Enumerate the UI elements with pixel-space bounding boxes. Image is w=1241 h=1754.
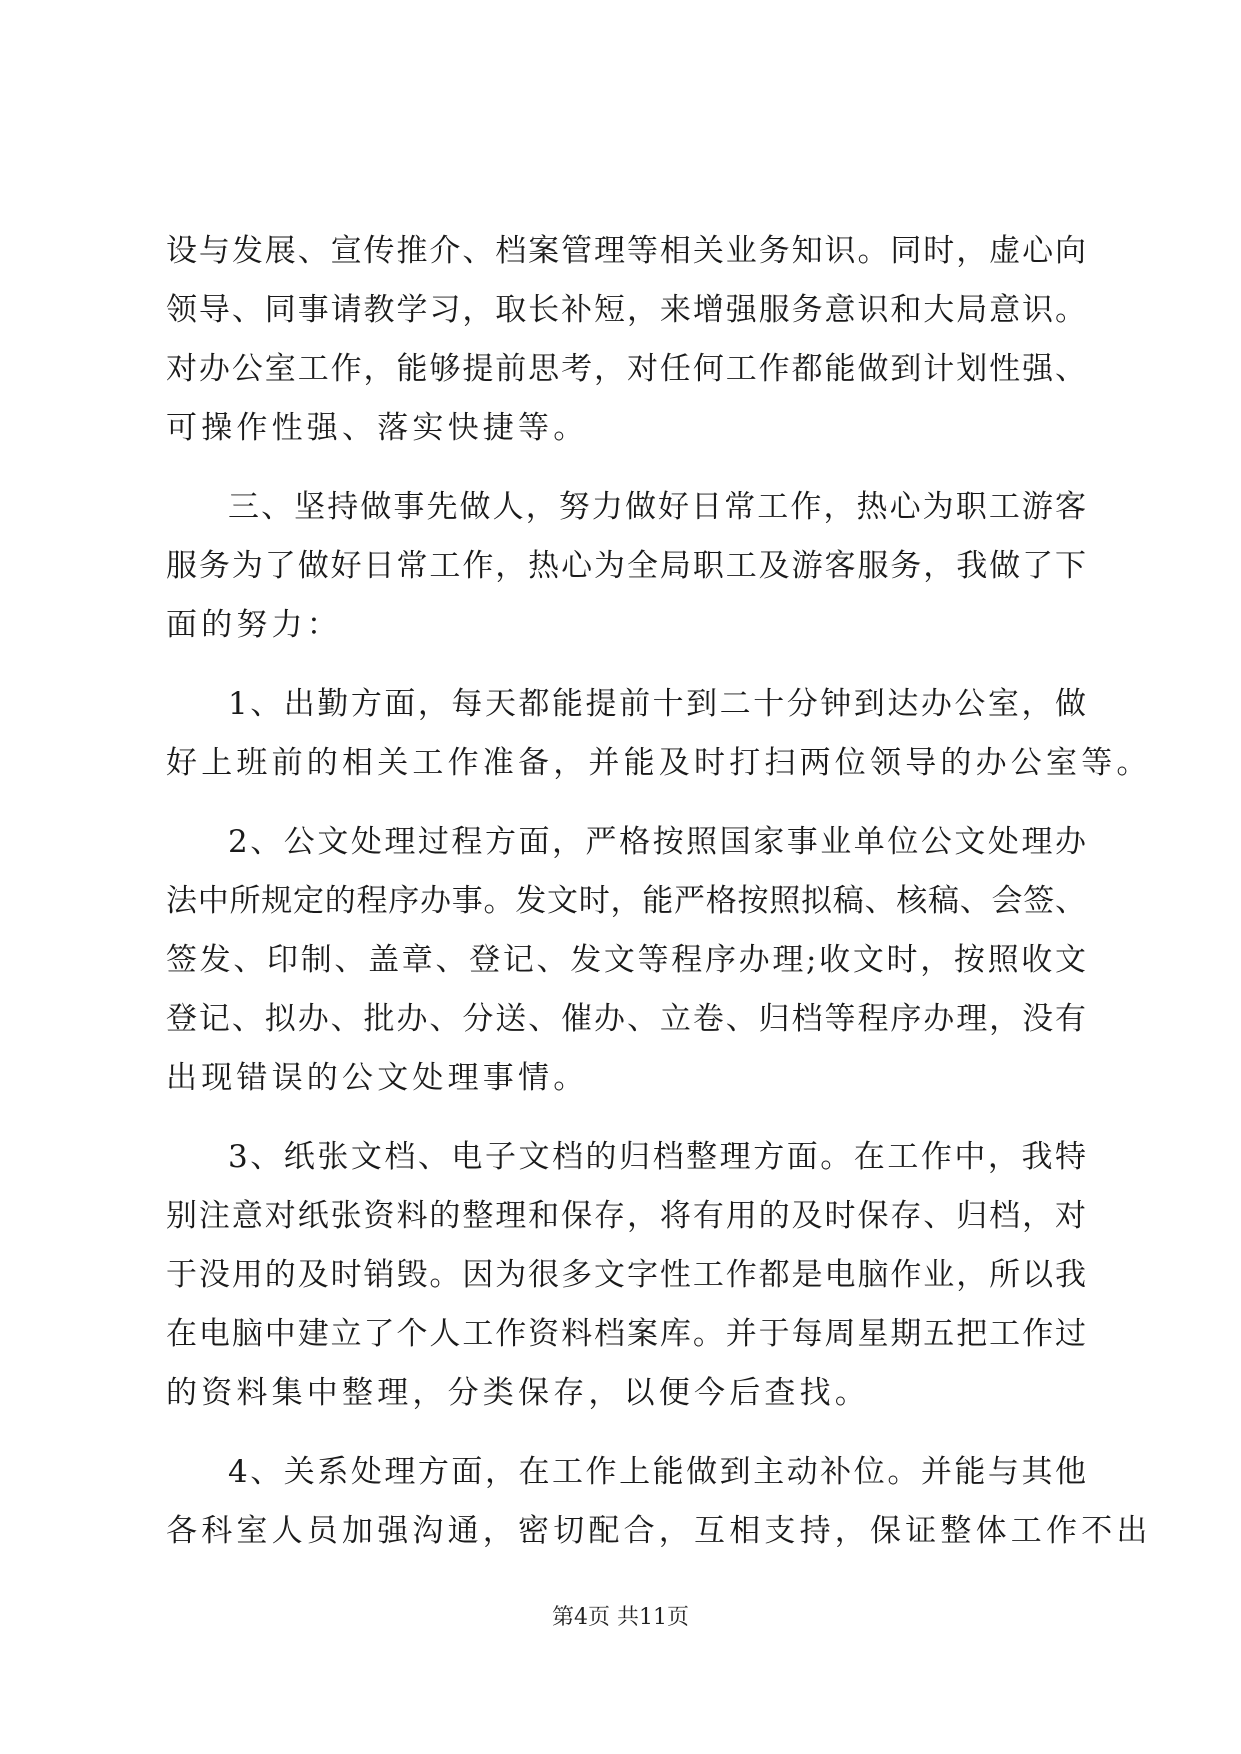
paragraph — [166, 222, 1086, 458]
paragraph-gap — [166, 458, 1086, 478]
text-line: 各科室人员加强沟通，密切配合，互相支持，保证整体工作不出 — [166, 1513, 1152, 1549]
text-line: 领导、同事请教学习，取长补短，来增强服务意识和大局意识。 — [166, 292, 1086, 328]
paragraph-gap — [166, 1108, 1086, 1128]
text-line: 面的努力： — [166, 607, 342, 643]
text-line: 出现错误的公文处理事情。 — [166, 1060, 589, 1096]
paragraph — [166, 478, 1086, 655]
text-line: 在电脑中建立了个人工作资料档案库。并于每周星期五把工作过 — [166, 1316, 1086, 1352]
text-line: 服务为了做好日常工作，热心为全局职工及游客服务，我做了下 — [166, 548, 1086, 584]
paragraph — [166, 813, 1086, 1108]
text-line: 别注意对纸张资料的整理和保存，将有用的及时保存、归档，对 — [166, 1198, 1086, 1234]
paragraph-gap — [166, 1423, 1086, 1443]
paragraph — [166, 1443, 1152, 1561]
page-footer: 第4页 共11页 — [552, 1605, 689, 1630]
paragraph-gap — [166, 793, 1086, 813]
text-line: 签发、印制、盖章、登记、发文等程序办理;收文时，按照收文 — [166, 942, 1086, 978]
text-line: 好上班前的相关工作准备，并能及时打扫两位领导的办公室等。 — [166, 745, 1152, 781]
text-line: 可操作性强、落实快捷等。 — [166, 410, 589, 446]
text-line: 于没用的及时销毁。因为很多文字性工作都是电脑作业，所以我 — [166, 1257, 1086, 1293]
text-line: 登记、拟办、批办、分送、催办、立卷、归档等程序办理，没有 — [166, 1001, 1086, 1037]
paragraph — [166, 1128, 1086, 1423]
text-line: 三、坚持做事先做人，努力做好日常工作，热心为职工游客 — [228, 489, 1086, 525]
paragraph — [166, 675, 1152, 793]
text-line: 2、公文处理过程方面，严格按照国家事业单位公文处理办 — [228, 824, 1086, 860]
text-line: 对办公室工作，能够提前思考，对任何工作都能做到计划性强、 — [166, 351, 1086, 387]
document-body — [166, 222, 1152, 1561]
paragraph-gap — [166, 655, 1086, 675]
text-line: 1、出勤方面，每天都能提前十到二十分钟到达办公室，做 — [228, 686, 1086, 722]
text-line: 的资料集中整理，分类保存，以便今后查找。 — [166, 1375, 870, 1411]
text-line: 4、关系处理方面，在工作上能做到主动补位。并能与其他 — [228, 1454, 1086, 1490]
text-line: 设与发展、宣传推介、档案管理等相关业务知识。同时，虚心向 — [166, 233, 1086, 269]
text-line: 法中所规定的程序办事。发文时，能严格按照拟稿、核稿、会签、 — [166, 883, 1086, 919]
text-line: 3、纸张文档、电子文档的归档整理方面。在工作中，我特 — [228, 1139, 1086, 1175]
